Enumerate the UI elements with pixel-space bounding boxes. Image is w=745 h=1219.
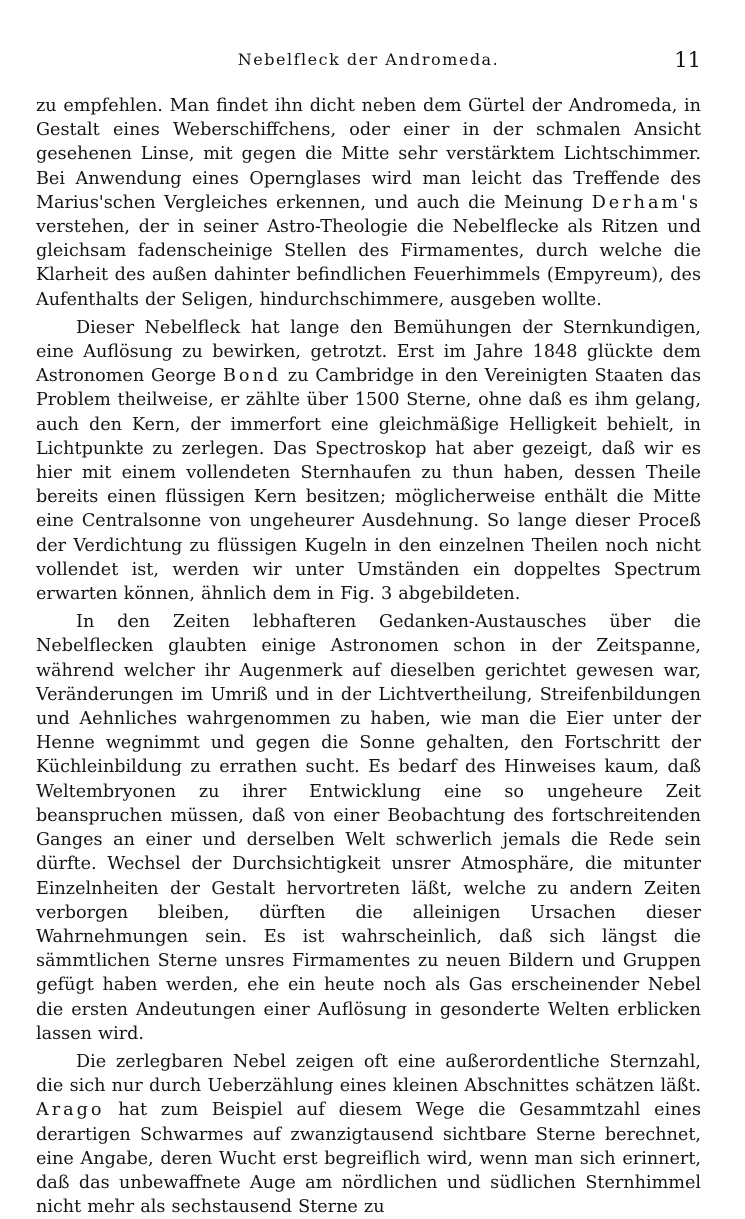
page-number: 11 <box>674 48 701 72</box>
person-name: Derham's <box>591 192 701 213</box>
page-body <box>36 94 701 1219</box>
paragraph-1 <box>36 94 701 312</box>
person-name: Arago <box>36 1100 105 1121</box>
paragraph-text: In den Zeiten lebhafteren Gedanken-Austausches über die Nebelflecken glaubten einige Astronomen schon in der Zeitspanne, während welcher ihr Augenmerk auf dieselben gerichtet gewesen war, Veränderungen im Umriß und in der Lichtvertheilung, Streifenbildungen und Aehnliches wahrgenommen zu haben, wie man die Eier unter der Henne wegnimmt und gegen die Sonne gehalten, den Fortschritt der Küchleinbildung zu errathen sucht. Es bedarf des Hinweises kaum, daß Weltembryonen zu ihrer Entwicklung eine so ungeheure Zeit beanspruchen müssen, daß von einer Beobachtung des fortschreitenden Ganges an einer und derselben Welt schwerlich jemals die Rede sein dürfte. Wechsel der Durchsichtigkeit unsrer Atmosphäre, die mitunter Einzelnheiten der Gestalt hervortreten läßt, welche zu andern Zeiten verborgen bleiben, dürften die alleinigen Ursachen dieser Wahrnehmungen sein. Es ist wahrscheinlich, daß sich längst die sämmtlichen Sterne unsres Firmamentes zu neuen Bildern und Gruppen gefügt haben werden, ehe ein heute noch als Gas erscheinender Nebel die ersten Andeutungen einer Auflösung in gesonderte Welten erblicken lassen wird. <box>36 612 701 1044</box>
paragraph-text: zu empfehlen. Man findet ihn dicht neben dem Gürtel der Andromeda, in Gestalt eines Weberschiffchens, oder einer in der schmalen Ansicht gesehenen Linse, mit gegen die Mitte sehr verstärktem Lichtschimmer. Bei Anwendung eines Opernglases wird man leicht das Treffende des Marius'schen Vergleiches erkennen, und auch die Meinung <box>36 96 701 213</box>
paragraph-text: Die zerlegbaren Nebel zeigen oft eine außerordentliche Sternzahl, die sich nur durch Ueberzählung eines kleinen Abschnittes schätzen läßt. <box>36 1051 701 1097</box>
running-title: Nebelfleck der Andromeda. <box>237 50 500 69</box>
paragraph-4 <box>36 1050 701 1219</box>
paragraph-2 <box>36 316 701 606</box>
paragraph-text: hat zum Beispiel auf diesem Wege die Gesammtzahl eines derartigen Schwarmes auf zwanzigtausend sichtbare Sterne berechnet, eine Angabe, deren Wucht erst begreiflich wird, wenn man sich erinnert, daß das unbewaffnete Auge am nördlichen und südlichen Sternhimmel nicht mehr als sechstausend Sterne zu <box>36 1100 701 1218</box>
person-name: Bond <box>222 366 282 387</box>
page-header <box>36 50 701 84</box>
paragraph-text: verstehen, der in seiner Astro-Theologie die Nebelflecke als Ritzen und gleichsam fadenscheinige Stellen des Firmamentes, durch welche die Klarheit des außen dahinter befindlichen Feuerhimmels (Empyreum), des Aufenthalts der Seligen, hindurchschimmere, ausgeben wollte. <box>36 217 701 310</box>
paragraph-text: zu Cambridge in den Vereinigten Staaten das Problem theilweise, er zählte über 1500 Sterne, ohne daß es ihm gelang, auch den Kern, der immerfort eine gleichmäßige Helligkeit behielt, in Lichtpunkte zu zerlegen. Das Spectroskop hat aber gezeigt, daß wir es hier mit einem vollendeten Sternhaufen zu thun haben, dessen Theile bereits einen flüssigen Kern besitzen; möglicherweise enthält die Mitte eine Centralsonne von ungeheurer Ausdehnung. So lange dieser Proceß der Verdichtung zu flüssigen Kugeln in den einzelnen Theilen noch nicht vollendet ist, werden wir unter Umständen ein doppeltes Spectrum erwarten können, ähnlich dem in Fig. 3 abgebildeten. <box>36 366 701 605</box>
paragraph-3 <box>36 610 701 1046</box>
paragraph-text: Dieser Nebelfleck hat lange den Bemühungen der Sternkundigen, eine Auflösung zu bewirken, getrotzt. Erst im Jahre 1848 glückte dem Astronomen George <box>36 317 701 387</box>
